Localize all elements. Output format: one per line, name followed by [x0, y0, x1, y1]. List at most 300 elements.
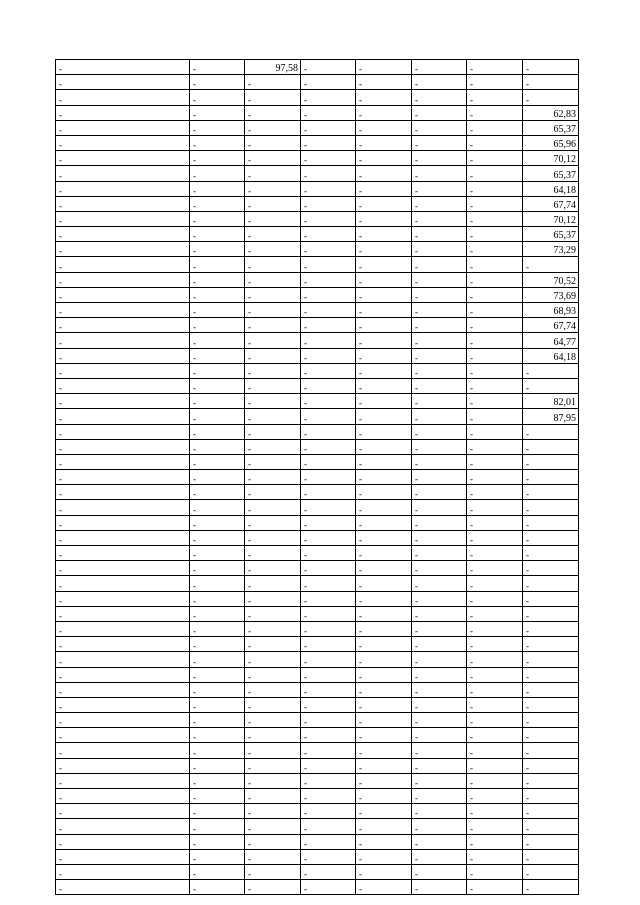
table-cell: - [412, 546, 467, 561]
table-cell: - [245, 637, 301, 652]
table-row [56, 637, 579, 652]
table-cell: - [412, 728, 467, 743]
table-cell: - [301, 272, 356, 287]
table-row [56, 576, 579, 591]
table-row [56, 789, 579, 804]
table-row [56, 181, 579, 196]
table-cell: 65,37 [523, 166, 579, 181]
table-cell: - [523, 637, 579, 652]
table-cell: - [523, 576, 579, 591]
table-cell: - [190, 120, 245, 135]
table-cell: - [523, 819, 579, 834]
table-cell: - [523, 880, 579, 895]
table-cell: 62,83 [523, 105, 579, 120]
table-cell: - [190, 819, 245, 834]
table-row [56, 561, 579, 576]
table-row [56, 257, 579, 272]
table-cell: - [245, 576, 301, 591]
table-cell: - [56, 181, 190, 196]
table-cell: - [56, 272, 190, 287]
table-cell: - [245, 546, 301, 561]
table-row [56, 409, 579, 424]
table-cell: - [412, 743, 467, 758]
table-cell: - [190, 181, 245, 196]
table-cell: - [301, 363, 356, 378]
table-cell: - [467, 804, 523, 819]
table-cell: - [245, 682, 301, 697]
table-cell: - [56, 758, 190, 773]
table-cell: - [190, 378, 245, 393]
table-cell: - [412, 561, 467, 576]
table-cell: - [245, 728, 301, 743]
table-cell: - [245, 697, 301, 712]
table-cell: - [301, 75, 356, 90]
table-cell: 97,58 [245, 60, 301, 75]
table-cell: - [56, 834, 190, 849]
table-cell: - [56, 561, 190, 576]
table-cell: - [301, 394, 356, 409]
table-row [56, 227, 579, 242]
table-cell: - [245, 181, 301, 196]
table-cell: 73,69 [523, 287, 579, 302]
table-cell: - [190, 272, 245, 287]
data-table [55, 59, 579, 895]
table-cell: - [356, 348, 412, 363]
table-cell: - [412, 211, 467, 226]
table-cell: - [467, 728, 523, 743]
table-cell: - [301, 333, 356, 348]
table-cell: - [56, 394, 190, 409]
table-cell: - [356, 849, 412, 864]
table-cell: - [356, 834, 412, 849]
table-cell: - [56, 120, 190, 135]
table-cell: - [301, 60, 356, 75]
table-cell: - [356, 60, 412, 75]
table-cell: - [356, 470, 412, 485]
table-row [56, 485, 579, 500]
table-cell: - [190, 227, 245, 242]
table-cell: - [190, 546, 245, 561]
table-cell: 73,29 [523, 242, 579, 257]
table-cell: - [190, 667, 245, 682]
table-cell: - [56, 789, 190, 804]
table-cell: - [190, 257, 245, 272]
table-cell: - [467, 363, 523, 378]
table-cell: - [190, 530, 245, 545]
table-cell: - [245, 591, 301, 606]
table-cell: - [245, 318, 301, 333]
table-cell: - [467, 637, 523, 652]
table-cell: 68,93 [523, 303, 579, 318]
table-cell: - [523, 257, 579, 272]
table-row [56, 378, 579, 393]
table-cell: - [245, 880, 301, 895]
table-cell: - [412, 439, 467, 454]
table-cell: - [301, 211, 356, 226]
table-cell: - [523, 60, 579, 75]
table-row [56, 242, 579, 257]
table-cell: - [245, 242, 301, 257]
table-cell: - [190, 60, 245, 75]
table-cell: - [56, 318, 190, 333]
table-cell: - [412, 530, 467, 545]
table-cell: - [356, 363, 412, 378]
table-cell: - [467, 576, 523, 591]
table-cell: - [467, 181, 523, 196]
table-row [56, 849, 579, 864]
table-row [56, 606, 579, 621]
table-cell: 70,52 [523, 272, 579, 287]
table-cell: - [467, 394, 523, 409]
table-row [56, 758, 579, 773]
table-cell: - [301, 196, 356, 211]
table-cell: - [190, 196, 245, 211]
table-cell: - [467, 621, 523, 636]
table-cell: - [467, 515, 523, 530]
table-cell: - [301, 409, 356, 424]
table-cell: - [190, 348, 245, 363]
table-cell: - [190, 424, 245, 439]
table-cell: - [301, 120, 356, 135]
table-cell: - [190, 485, 245, 500]
table-cell: - [356, 758, 412, 773]
table-cell: - [245, 789, 301, 804]
table-cell: 65,37 [523, 120, 579, 135]
table-cell: - [301, 227, 356, 242]
table-cell: - [190, 591, 245, 606]
table-cell: - [301, 789, 356, 804]
table-cell: - [56, 728, 190, 743]
table-cell: - [467, 667, 523, 682]
table-cell: - [56, 621, 190, 636]
table-cell: - [412, 682, 467, 697]
table-cell: - [467, 318, 523, 333]
table-cell: - [467, 151, 523, 166]
table-cell: 70,12 [523, 211, 579, 226]
table-cell: - [412, 864, 467, 879]
table-cell: 65,37 [523, 227, 579, 242]
table-row [56, 621, 579, 636]
table-cell: - [301, 667, 356, 682]
table-cell: - [412, 120, 467, 135]
table-cell: - [356, 424, 412, 439]
table-cell: - [301, 287, 356, 302]
table-row [56, 287, 579, 302]
table-cell: - [245, 75, 301, 90]
table-cell: - [190, 135, 245, 150]
table-cell: - [245, 515, 301, 530]
table-row [56, 151, 579, 166]
table-cell: - [245, 257, 301, 272]
table-cell: - [245, 849, 301, 864]
table-cell: - [245, 819, 301, 834]
table-cell: - [190, 834, 245, 849]
table-cell: - [523, 485, 579, 500]
table-cell: - [245, 470, 301, 485]
table-row [56, 697, 579, 712]
table-cell: - [412, 758, 467, 773]
table-cell: - [301, 151, 356, 166]
table-cell: - [412, 834, 467, 849]
table-cell: - [412, 485, 467, 500]
table-cell: - [412, 880, 467, 895]
table-cell: - [190, 439, 245, 454]
table-cell: - [412, 409, 467, 424]
table-cell: - [356, 105, 412, 120]
table-cell: - [190, 743, 245, 758]
table-cell: - [412, 287, 467, 302]
table-cell: - [301, 242, 356, 257]
table-cell: - [190, 849, 245, 864]
table-cell: - [56, 135, 190, 150]
table-cell: - [190, 363, 245, 378]
table-cell: - [412, 105, 467, 120]
table-cell: - [56, 211, 190, 226]
table-cell: - [412, 804, 467, 819]
table-cell: - [245, 500, 301, 515]
table-cell: - [56, 880, 190, 895]
table-row [56, 743, 579, 758]
table-cell: - [467, 834, 523, 849]
table-cell: - [56, 470, 190, 485]
table-cell: - [56, 485, 190, 500]
table-cell: - [523, 864, 579, 879]
table-row [56, 348, 579, 363]
table-cell: - [467, 485, 523, 500]
table-cell: - [56, 637, 190, 652]
table-cell: - [301, 303, 356, 318]
table-row [56, 834, 579, 849]
table-cell: - [190, 409, 245, 424]
table-cell: - [56, 849, 190, 864]
table-cell: - [356, 196, 412, 211]
table-cell: - [523, 713, 579, 728]
table-cell: - [301, 166, 356, 181]
table-cell: - [56, 454, 190, 469]
table-cell: - [301, 713, 356, 728]
table-cell: - [467, 227, 523, 242]
table-cell: - [56, 652, 190, 667]
table-cell: - [467, 606, 523, 621]
table-cell: - [356, 151, 412, 166]
table-cell: - [190, 394, 245, 409]
table-cell: - [467, 697, 523, 712]
table-cell: - [467, 348, 523, 363]
table-cell: - [301, 500, 356, 515]
table-cell: - [245, 621, 301, 636]
table-cell: - [523, 363, 579, 378]
table-cell: - [356, 257, 412, 272]
table-cell: - [245, 804, 301, 819]
table-cell: - [356, 287, 412, 302]
table-row [56, 667, 579, 682]
table-row [56, 864, 579, 879]
table-cell: - [523, 470, 579, 485]
table-cell: - [356, 546, 412, 561]
table-cell: - [467, 166, 523, 181]
table-cell: - [190, 166, 245, 181]
table-cell: - [523, 849, 579, 864]
table-cell: - [412, 470, 467, 485]
table-cell: - [245, 196, 301, 211]
table-cell: - [56, 333, 190, 348]
table-cell: - [245, 287, 301, 302]
table-cell: - [356, 272, 412, 287]
table-cell: - [356, 439, 412, 454]
table-cell: - [190, 561, 245, 576]
table-cell: - [301, 105, 356, 120]
table-cell: - [245, 166, 301, 181]
table-row [56, 75, 579, 90]
table-cell: - [245, 758, 301, 773]
table-row [56, 880, 579, 895]
table-cell: - [467, 773, 523, 788]
table-row [56, 591, 579, 606]
table-cell: - [523, 804, 579, 819]
table-cell: - [56, 409, 190, 424]
table-cell: 67,74 [523, 196, 579, 211]
table-cell: - [467, 333, 523, 348]
table-cell: - [56, 151, 190, 166]
table-row [56, 682, 579, 697]
table-cell: - [245, 773, 301, 788]
table-cell: - [356, 728, 412, 743]
table-row [56, 303, 579, 318]
table-cell: - [412, 227, 467, 242]
table-cell: - [190, 242, 245, 257]
table-cell: - [467, 743, 523, 758]
table-cell: - [356, 561, 412, 576]
table-cell: - [245, 485, 301, 500]
table-cell: 82,01 [523, 394, 579, 409]
table-cell: - [245, 120, 301, 135]
table-cell: - [412, 576, 467, 591]
table-cell: - [301, 378, 356, 393]
table-cell: - [356, 576, 412, 591]
table-cell: - [301, 652, 356, 667]
table-row [56, 819, 579, 834]
table-cell: - [412, 637, 467, 652]
table-cell: - [467, 500, 523, 515]
table-cell: - [56, 363, 190, 378]
table-cell: - [356, 242, 412, 257]
table-cell: - [301, 682, 356, 697]
table-cell: - [467, 789, 523, 804]
table-cell: - [467, 135, 523, 150]
table-cell: - [301, 561, 356, 576]
table-cell: - [412, 242, 467, 257]
table-cell: - [467, 758, 523, 773]
table-cell: - [301, 470, 356, 485]
table-cell: - [245, 864, 301, 879]
table-cell: - [467, 864, 523, 879]
table-cell: - [412, 196, 467, 211]
table-cell: - [412, 621, 467, 636]
table-cell: - [412, 60, 467, 75]
table-cell: - [356, 606, 412, 621]
table-cell: - [301, 758, 356, 773]
table-cell: - [356, 378, 412, 393]
table-cell: - [301, 743, 356, 758]
table-cell: - [356, 773, 412, 788]
table-row [56, 60, 579, 75]
table-cell: - [190, 105, 245, 120]
table-cell: - [301, 90, 356, 105]
table-cell: - [56, 682, 190, 697]
table-cell: - [467, 454, 523, 469]
table-cell: - [467, 682, 523, 697]
table-cell: - [467, 75, 523, 90]
table-cell: - [56, 242, 190, 257]
table-cell: - [56, 500, 190, 515]
table-cell: - [467, 530, 523, 545]
table-cell: - [190, 90, 245, 105]
table-cell: - [56, 439, 190, 454]
table-cell: - [56, 713, 190, 728]
table-cell: - [190, 318, 245, 333]
table-cell: - [245, 135, 301, 150]
table-row [56, 394, 579, 409]
table-cell: - [523, 90, 579, 105]
table-row [56, 773, 579, 788]
table-cell: - [56, 227, 190, 242]
table-cell: - [412, 135, 467, 150]
table-cell: - [56, 196, 190, 211]
table-cell: - [523, 743, 579, 758]
table-row [56, 333, 579, 348]
table-cell: - [467, 90, 523, 105]
table-cell: - [301, 515, 356, 530]
table-cell: - [523, 591, 579, 606]
table-cell: - [467, 591, 523, 606]
table-cell: - [356, 804, 412, 819]
table-cell: - [245, 834, 301, 849]
table-cell: - [412, 394, 467, 409]
table-cell: - [467, 211, 523, 226]
table-cell: - [467, 287, 523, 302]
table-cell: 65,96 [523, 135, 579, 150]
table-row [56, 804, 579, 819]
table-cell: - [356, 181, 412, 196]
table-cell: - [245, 90, 301, 105]
table-cell: - [56, 60, 190, 75]
table-cell: - [467, 257, 523, 272]
table-row [56, 318, 579, 333]
table-cell: - [56, 591, 190, 606]
table-row [56, 454, 579, 469]
table-cell: - [56, 743, 190, 758]
table-cell: - [301, 819, 356, 834]
table-row [56, 546, 579, 561]
table-cell: - [523, 424, 579, 439]
table-cell: - [301, 424, 356, 439]
table-cell: - [356, 500, 412, 515]
table-cell: - [56, 166, 190, 181]
table-cell: - [56, 697, 190, 712]
table-cell: - [356, 652, 412, 667]
table-row [56, 424, 579, 439]
table-cell: - [356, 743, 412, 758]
table-cell: - [356, 318, 412, 333]
table-cell: - [412, 454, 467, 469]
table-cell: - [356, 621, 412, 636]
table-cell: - [190, 500, 245, 515]
table-cell: - [523, 546, 579, 561]
table-cell: - [245, 439, 301, 454]
table-cell: - [190, 652, 245, 667]
table-cell: 70,12 [523, 151, 579, 166]
table-cell: - [245, 667, 301, 682]
